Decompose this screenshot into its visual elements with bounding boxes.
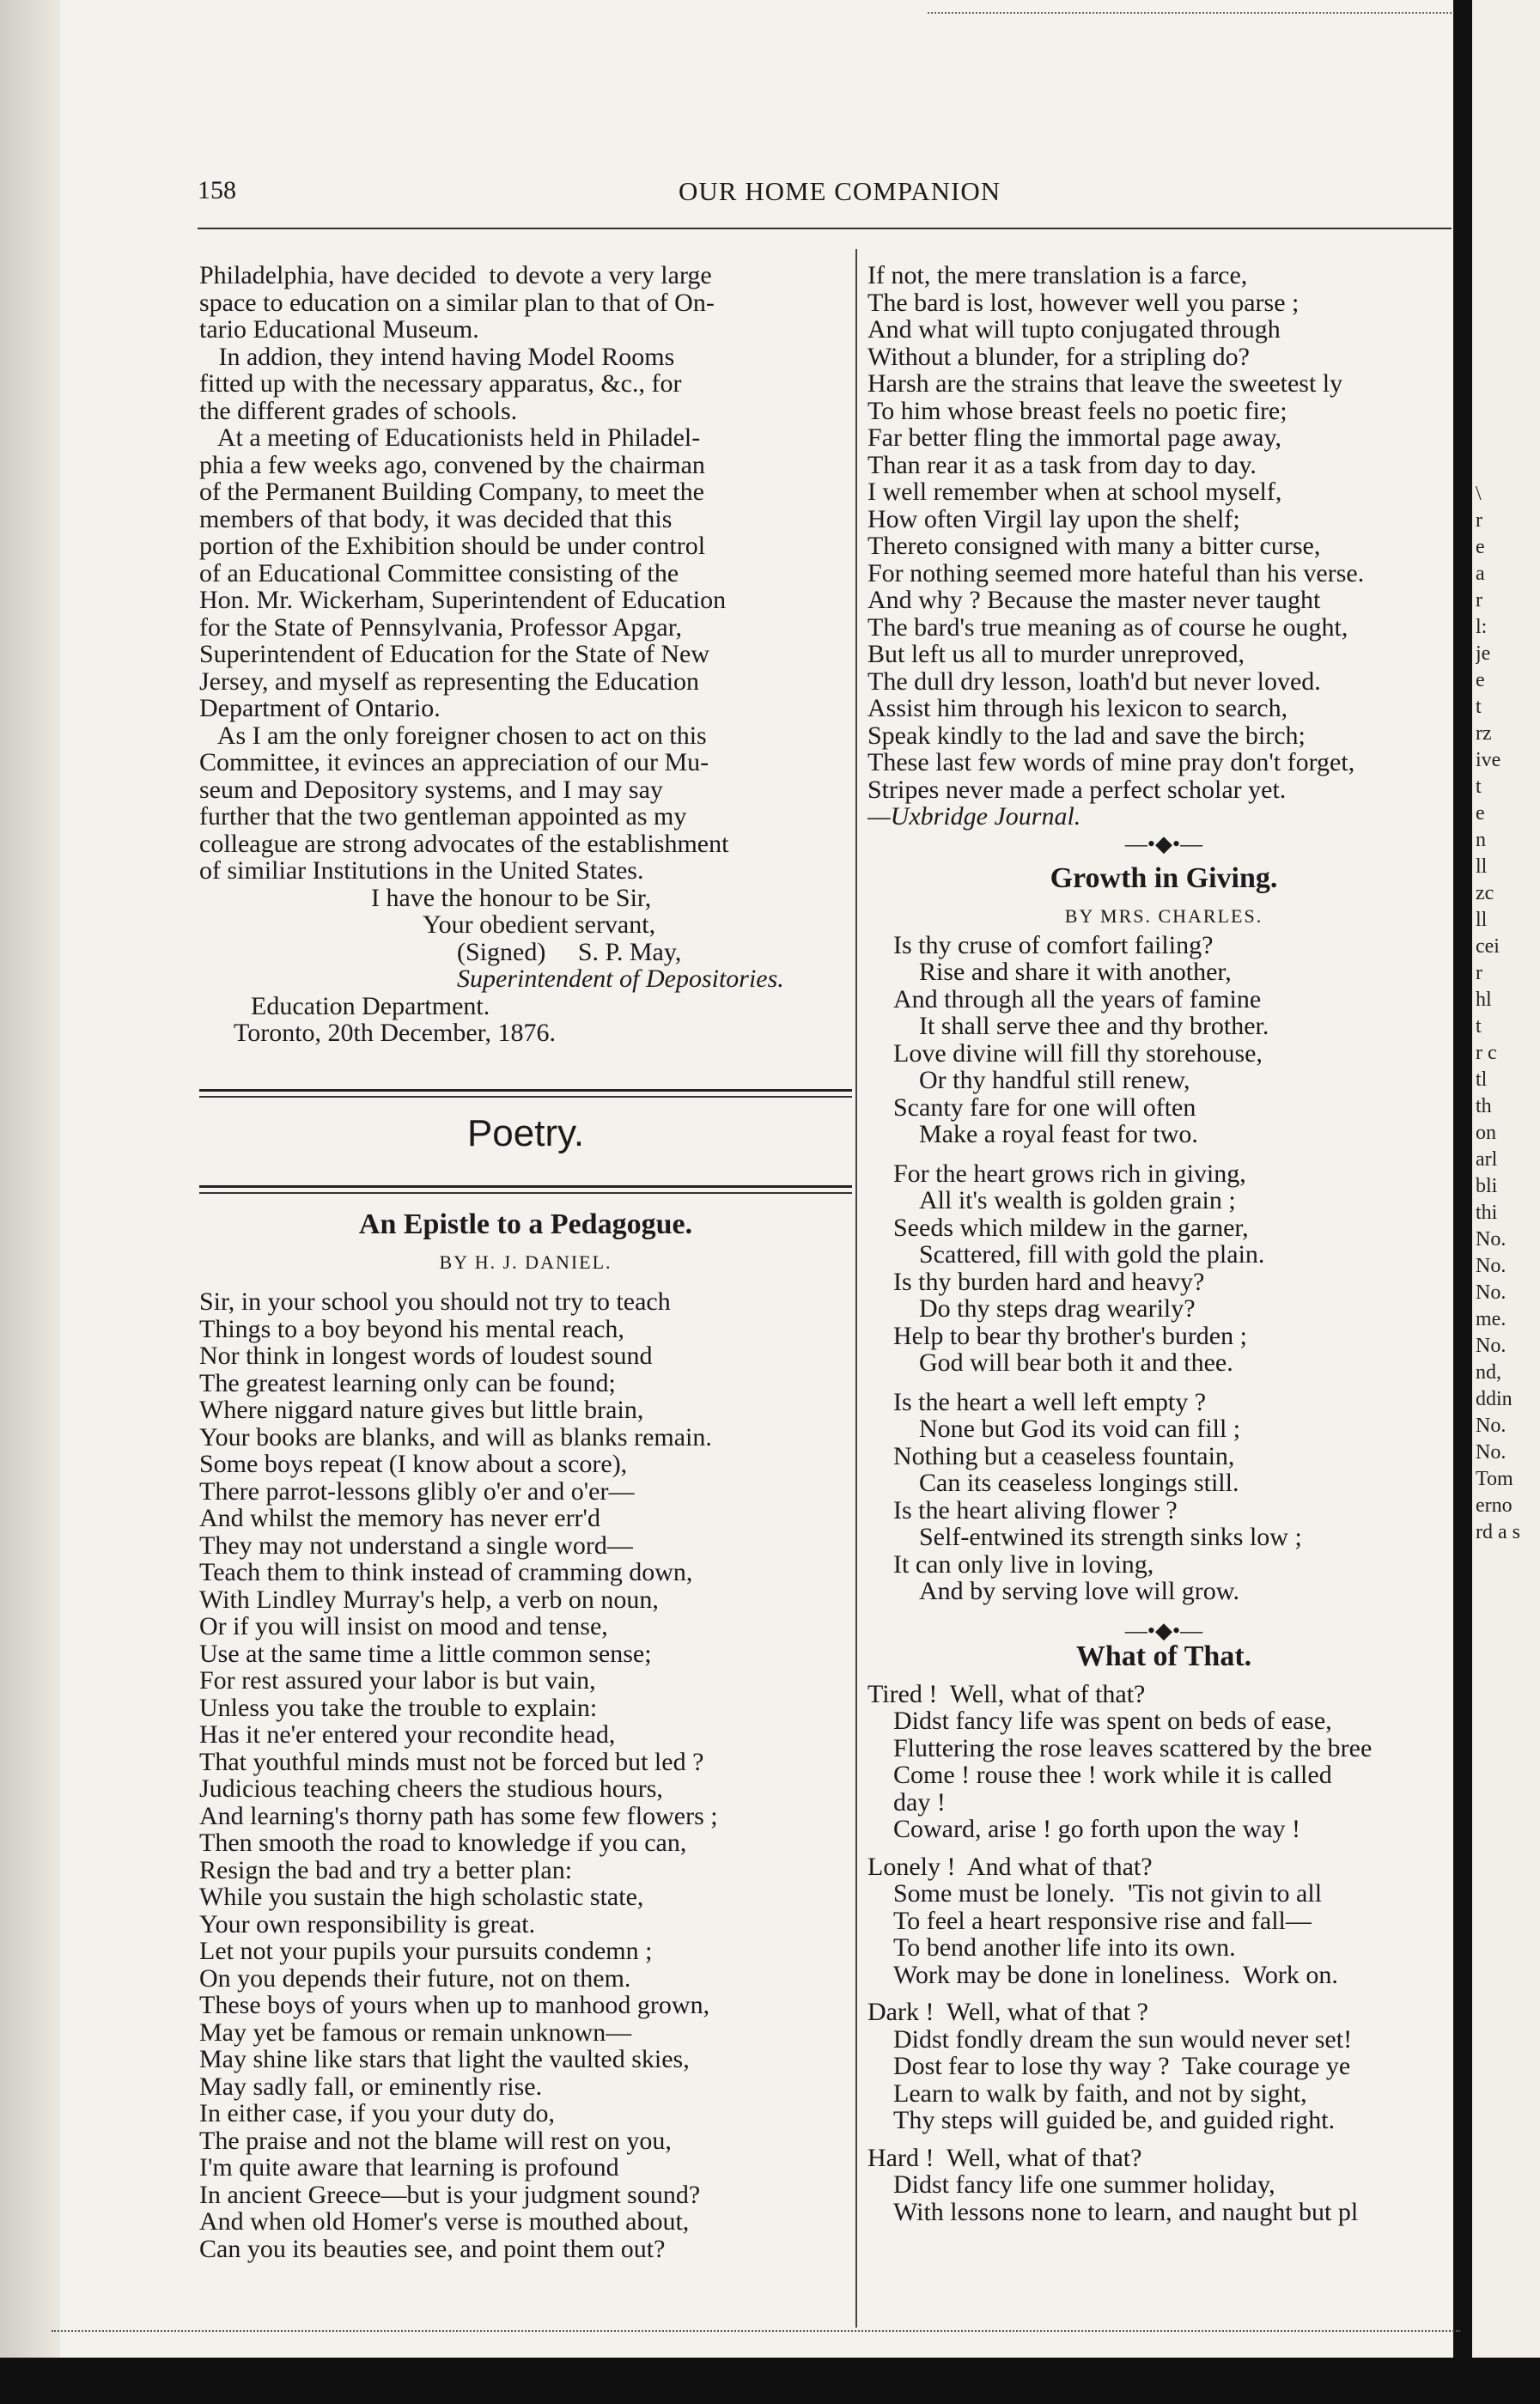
growth-line: Help to bear thy brother's burden ; xyxy=(893,1321,1247,1350)
epistle-line: To him whose breast feels no poetic fire; xyxy=(867,396,1287,425)
letter-footer-line: Toronto, 20th December, 1876. xyxy=(234,1019,556,1047)
growth-title: Growth in Giving. xyxy=(1050,861,1278,894)
epistle-line: Speak kindly to the lad and save the birch; xyxy=(867,721,1306,750)
running-head: OUR HOME COMPANION xyxy=(679,176,1001,206)
margin-fragment: rz xyxy=(1476,722,1492,745)
margin-fragment: th xyxy=(1476,1095,1492,1117)
margin-fragment: bli xyxy=(1476,1175,1498,1197)
what-line: Come ! rouse thee ! work while it is called xyxy=(893,1761,1332,1789)
margin-fragment: t xyxy=(1476,696,1482,718)
epistle-line: Resign the bad and try a better plan: xyxy=(199,1855,573,1884)
letter-line: At a meeting of Educationists held in Philadel- xyxy=(199,423,701,452)
epistle-line: Or if you will insist on mood and tense, xyxy=(199,1612,608,1640)
epistle-line: And when old Homer's verse is mouthed about, xyxy=(199,2207,690,2236)
what-line: day ! xyxy=(893,1787,946,1817)
what-line: Work may be done in loneliness. Work on. xyxy=(893,1960,1338,1989)
epistle-line: Harsh are the strains that leave the sweetest ly xyxy=(867,369,1343,398)
epistle-line: And whilst the memory has never err'd xyxy=(199,1504,600,1532)
margin-fragment: r xyxy=(1476,509,1482,532)
epistle-line: And why ? Because the master never taught xyxy=(867,586,1321,614)
epistle-line: Far better fling the immortal page away, xyxy=(867,423,1282,452)
margin-fragment: No. xyxy=(1476,1281,1507,1304)
epistle-line: —Uxbridge Journal. xyxy=(867,802,1081,831)
letter-line: for the State of Pennsylvania, Professor Apgar, xyxy=(199,612,683,642)
epistle-line: Stripes never made a perfect scholar yet. xyxy=(867,775,1287,804)
letter-line: fitted up with the necessary apparatus, &c., for xyxy=(199,369,682,398)
growth-line: Make a royal feast for two. xyxy=(919,1120,1198,1148)
letter-column xyxy=(199,262,852,1047)
letter-line: Jersey, and myself as representing the Education xyxy=(199,666,700,696)
epistle-line: I well remember when at school myself, xyxy=(867,478,1282,506)
epistle-line: Where niggard nature gives but little brain, xyxy=(199,1396,644,1424)
growth-line: It shall serve thee and thy brother. xyxy=(919,1012,1269,1040)
letter-line: of an Educational Committee consisting of the xyxy=(199,558,679,587)
epistle-line: But left us all to murder unreproved, xyxy=(867,640,1245,668)
growth-line: Nothing but a ceaseless fountain, xyxy=(893,1441,1235,1470)
what-line: Hard ! Well, what of that? xyxy=(867,2143,1142,2172)
margin-fragment: je xyxy=(1476,642,1491,665)
growth-line: It can only live in loving, xyxy=(893,1549,1154,1579)
growth-line: And by serving love will grow. xyxy=(919,1577,1240,1605)
margin-fragment: No. xyxy=(1476,1228,1507,1251)
what-line: Didst fancy life one summer holiday, xyxy=(893,2170,1275,2199)
epistle-line: If not, the mere translation is a farce, xyxy=(867,262,1248,289)
margin-fragment: ll xyxy=(1476,855,1488,878)
margin-fragment: a xyxy=(1476,563,1485,585)
epistle-line: Your books are blanks, and will as blanks remain. xyxy=(199,1422,712,1452)
what-line: Learn to walk by faith, and not by sight, xyxy=(893,2078,1307,2108)
growth-line: Do thy steps drag wearily? xyxy=(919,1294,1196,1323)
letter-line: tario Educational Museum. xyxy=(199,315,479,344)
margin-fragment: r xyxy=(1476,589,1482,612)
page-edge-shadow xyxy=(0,0,60,2404)
growth-line: Or thy handful still renew, xyxy=(919,1066,1190,1094)
epistle-line: Assist him through his lexicon to search, xyxy=(867,694,1288,722)
growth-line: None but God its void can fill ; xyxy=(919,1415,1241,1443)
margin-fragment: No. xyxy=(1476,1441,1507,1464)
what-line: Coward, arise ! go forth upon the way ! xyxy=(893,1815,1301,1843)
letter-line: of the Permanent Building Company, to meet the xyxy=(199,478,704,506)
letter-line: of similiar Institutions in the United States. xyxy=(199,856,644,885)
epistle-line: These boys of yours when up to manhood grown, xyxy=(199,1991,710,2019)
margin-fragment: t xyxy=(1476,776,1482,798)
what-line: Lonely ! And what of that? xyxy=(867,1852,1153,1881)
what-line: Dark ! Well, what of that ? xyxy=(867,1998,1148,2026)
what-line: Fluttering the rose leaves scattered by the bree xyxy=(893,1733,1373,1762)
poetry-heading: Poetry. xyxy=(466,1112,585,1154)
epistle-line: There parrot-lessons glibly o'er and o'er— xyxy=(199,1476,635,1506)
scan-noise-top xyxy=(928,12,1452,19)
margin-fragment: n xyxy=(1476,829,1486,851)
section-rule xyxy=(199,1089,852,1092)
spacer xyxy=(867,1377,1460,1389)
letter-line: colleague are strong advocates of the establishment xyxy=(199,829,729,858)
page-number: 158 xyxy=(198,176,236,204)
epistle-line: Sir, in your school you should not try to teach xyxy=(199,1287,671,1316)
epistle-line: They may not understand a single word— xyxy=(199,1531,633,1560)
growth-line: Rise and share it with another, xyxy=(919,958,1232,986)
letter-footer-line: Education Department. xyxy=(251,991,490,1020)
spacer xyxy=(867,2225,1460,2236)
margin-fragment: r c xyxy=(1476,1042,1497,1064)
epistle-line: And learning's thorny path has some few flowers ; xyxy=(199,1801,718,1830)
margin-fragment: thi xyxy=(1476,1202,1498,1224)
margin-fragment: Tom xyxy=(1476,1468,1513,1490)
margin-fragment: zc xyxy=(1476,882,1494,904)
growth-line: All it's wealth is golden grain ; xyxy=(919,1186,1236,1214)
epistle-line: In either case, if you your duty do, xyxy=(199,2099,556,2127)
epistle-line: Your own responsibility is great. xyxy=(199,1909,536,1938)
scan-noise-bottom xyxy=(52,2330,1460,2342)
margin-fragment: \ xyxy=(1476,483,1482,505)
poetry-rule-thin xyxy=(199,1192,852,1194)
growth-line: Scanty fare for one will often xyxy=(893,1092,1196,1122)
epistle-line: In ancient Greece—but is your judgment sound? xyxy=(199,2180,701,2209)
column-divider xyxy=(855,249,857,2328)
right-column xyxy=(867,262,1460,2236)
letter-line: In addion, they intend having Model Rooms xyxy=(199,342,675,371)
letter-line: Department of Ontario. xyxy=(199,694,441,722)
ornament-divider: —•◆•— xyxy=(1124,831,1203,856)
spacer xyxy=(867,1843,1460,1853)
what-line: Tired ! Well, what of that? xyxy=(867,1679,1146,1708)
margin-fragment: me. xyxy=(1476,1308,1507,1330)
growth-line: Self-entwined its strength sinks low ; xyxy=(919,1523,1302,1551)
epistle-line: Use at the same time a little common sense; xyxy=(199,1639,652,1668)
margin-fragment: l: xyxy=(1476,616,1488,638)
margin-fragment: rd a s xyxy=(1476,1521,1520,1543)
letter-closing-line: I have the honour to be Sir, xyxy=(371,883,652,912)
margin-fragment: e xyxy=(1476,669,1485,691)
margin-fragment: No. xyxy=(1476,1255,1507,1277)
epistle-line: The bard's true meaning as of course he ought, xyxy=(867,612,1348,642)
epistle-line: The greatest learning only can be found; xyxy=(199,1368,616,1397)
letter-line: portion of the Exhibition should be under control xyxy=(199,532,706,560)
growth-line: Is thy burden hard and heavy? xyxy=(893,1267,1205,1296)
epistle-line: How often Virgil lay upon the shelf; xyxy=(867,504,1240,533)
letter-line: Hon. Mr. Wickerham, Superintendent of Education xyxy=(199,586,727,614)
growth-byline: BY MRS. CHARLES. xyxy=(1064,904,1263,927)
margin-fragment: No. xyxy=(1476,1335,1507,1357)
margin-fragment: t xyxy=(1476,1015,1482,1038)
epistle-line: Then smooth the road to knowledge if you can, xyxy=(199,1829,687,1857)
growth-line: For the heart grows rich in giving, xyxy=(893,1159,1246,1188)
epistle-line: While you sustain the high scholastic state, xyxy=(199,1883,644,1911)
ornament-divider: —•◆•— xyxy=(1124,1617,1203,1643)
epistle-line: For nothing seemed more hateful than his verse. xyxy=(867,558,1365,587)
epistle-line: May yet be famous or remain unknown— xyxy=(199,2018,632,2047)
growth-line: Is the heart aliving flower ? xyxy=(893,1495,1178,1525)
epistle-line: May sadly fall, or eminently rise. xyxy=(199,2072,543,2101)
page-header xyxy=(198,176,1434,219)
epistle-line: With Lindley Murray's help, a verb on noun, xyxy=(199,1585,659,1614)
what-line: To feel a heart responsive rise and fall— xyxy=(893,1906,1312,1935)
margin-fragment: erno xyxy=(1476,1494,1513,1517)
letter-line: Philadelphia, have decided to devote a very large xyxy=(199,261,712,289)
epistle-line: Judicious teaching cheers the studious hours, xyxy=(199,1774,663,1803)
margin-fragment: e xyxy=(1476,536,1485,558)
margin-fragment: ddin xyxy=(1476,1388,1513,1410)
margin-fragment: e xyxy=(1476,802,1485,825)
growth-line: Love divine will fill thy storehouse, xyxy=(893,1038,1263,1068)
epistle-line: Has it ne'er entered your recondite head, xyxy=(199,1720,616,1749)
margin-fragment: arl xyxy=(1476,1148,1498,1171)
margin-fragment: r xyxy=(1476,962,1482,984)
growth-line: Is thy cruse of comfort failing? xyxy=(893,930,1214,959)
growth-line: And through all the years of famine xyxy=(893,984,1262,1013)
margin-fragment: hl xyxy=(1476,989,1492,1011)
letter-line: members of that body, it was decided that this xyxy=(199,504,673,533)
epistle-line: Than rear it as a task from day to day. xyxy=(867,450,1257,479)
margin-fragment: ive xyxy=(1476,749,1501,771)
bottom-shadow xyxy=(0,2358,1540,2404)
epistle-line: Without a blunder, for a stripling do? xyxy=(867,342,1250,371)
letter-line: Superintendent of Education for the State of New xyxy=(199,640,709,668)
what-title: What of That. xyxy=(1075,1640,1252,1672)
margin-fragment: ll xyxy=(1476,909,1488,931)
spacer xyxy=(867,1605,1460,1617)
epistle-line: These last few words of mine pray don't forget, xyxy=(867,748,1355,776)
growth-line: God will bear both it and thee. xyxy=(919,1348,1233,1377)
margin-fragments xyxy=(1476,481,1540,1546)
growth-line: Scattered, fill with gold the plain. xyxy=(919,1240,1265,1269)
spacer xyxy=(867,1148,1460,1160)
epistle-line: On you depends their future, not on them. xyxy=(199,1963,631,1993)
epistle-line: For rest assured your labor is but vain, xyxy=(199,1666,596,1695)
epistle-line: Unless you take the trouble to explain: xyxy=(199,1693,598,1722)
epistle-title: An Epistle to a Pedagogue. xyxy=(358,1208,693,1240)
epistle-line: Thereto consigned with many a bitter curse, xyxy=(867,532,1321,560)
what-line: Didst fondly dream the sun would never set! xyxy=(893,2024,1353,2054)
section-rule-thin xyxy=(199,1096,852,1098)
spacer xyxy=(867,2134,1460,2145)
epistle-line: And what will tupto conjugated through xyxy=(867,315,1281,344)
margin-fragment: cei xyxy=(1476,935,1500,958)
epistle-line: The bard is lost, however well you parse ; xyxy=(867,288,1300,317)
what-line: With lessons none to learn, and naught but pl xyxy=(893,2197,1359,2226)
what-line: To bend another life into its own. xyxy=(893,1933,1236,1962)
epistle-byline: BY H. J. DANIEL. xyxy=(439,1251,612,1273)
letter-line: the different grades of schools. xyxy=(199,396,518,425)
letter-line: space to education on a similar plan to that of On- xyxy=(199,288,715,317)
epistle-line: Things to a boy beyond his mental reach, xyxy=(199,1314,624,1343)
growth-line: Seeds which mildew in the garner, xyxy=(893,1213,1249,1242)
growth-line: Can its ceaseless longings still. xyxy=(919,1469,1239,1497)
epistle-column xyxy=(199,1208,852,2263)
what-line: Dost fear to lose thy way ? Take courage ye xyxy=(893,2052,1351,2080)
margin-fragment: on xyxy=(1476,1122,1496,1144)
header-rule xyxy=(198,228,1452,229)
letter-closing-line: Your obedient servant, xyxy=(423,910,656,939)
poetry-rule xyxy=(199,1185,852,1188)
letter-line: Committee, it evinces an appreciation of our Mu- xyxy=(199,748,709,776)
epistle-line: Let not your pupils your pursuits condemn ; xyxy=(199,1937,653,1965)
epistle-line: Nor think in longest words of loudest sound xyxy=(199,1342,653,1370)
letter-line: phia a few weeks ago, convened by the chairman xyxy=(199,450,705,479)
epistle-line: The praise and not the blame will rest on you, xyxy=(199,2126,672,2155)
epistle-line: That youthful minds must not be forced but led ? xyxy=(199,1747,704,1776)
margin-fragment: No. xyxy=(1476,1415,1507,1437)
epistle-line: May shine like stars that light the vaulted skies, xyxy=(199,2045,690,2073)
epistle-line: Teach them to think instead of cramming down, xyxy=(199,1558,693,1586)
margin-fragment: tl xyxy=(1476,1068,1488,1091)
what-line: Thy steps will guided be, and guided right. xyxy=(893,2106,1336,2134)
letter-line: further that the two gentleman appointed as my xyxy=(199,802,687,831)
epistle-line: Can you its beauties see, and point them out? xyxy=(199,2234,666,2263)
epistle-line: I'm quite aware that learning is profound xyxy=(199,2153,619,2182)
epistle-line: The dull dry lesson, loath'd but never loved. xyxy=(867,666,1321,696)
growth-line: Is the heart a well left empty ? xyxy=(893,1387,1207,1416)
letter-closing-line: Superintendent of Depositories. xyxy=(457,965,784,993)
epistle-line: Some boys repeat (I know about a score), xyxy=(199,1450,628,1478)
letter-line: As I am the only foreigner chosen to act on this xyxy=(199,721,707,750)
what-line: Didst fancy life was spent on beds of ease, xyxy=(893,1707,1332,1735)
letter-closing-line: (Signed) S. P. May, xyxy=(457,937,682,966)
letter-line: seum and Depository systems, and I may say xyxy=(199,775,663,804)
what-line: Some must be lonely. 'Tis not givin to all xyxy=(893,1879,1323,1908)
margin-fragment: nd, xyxy=(1476,1361,1501,1384)
